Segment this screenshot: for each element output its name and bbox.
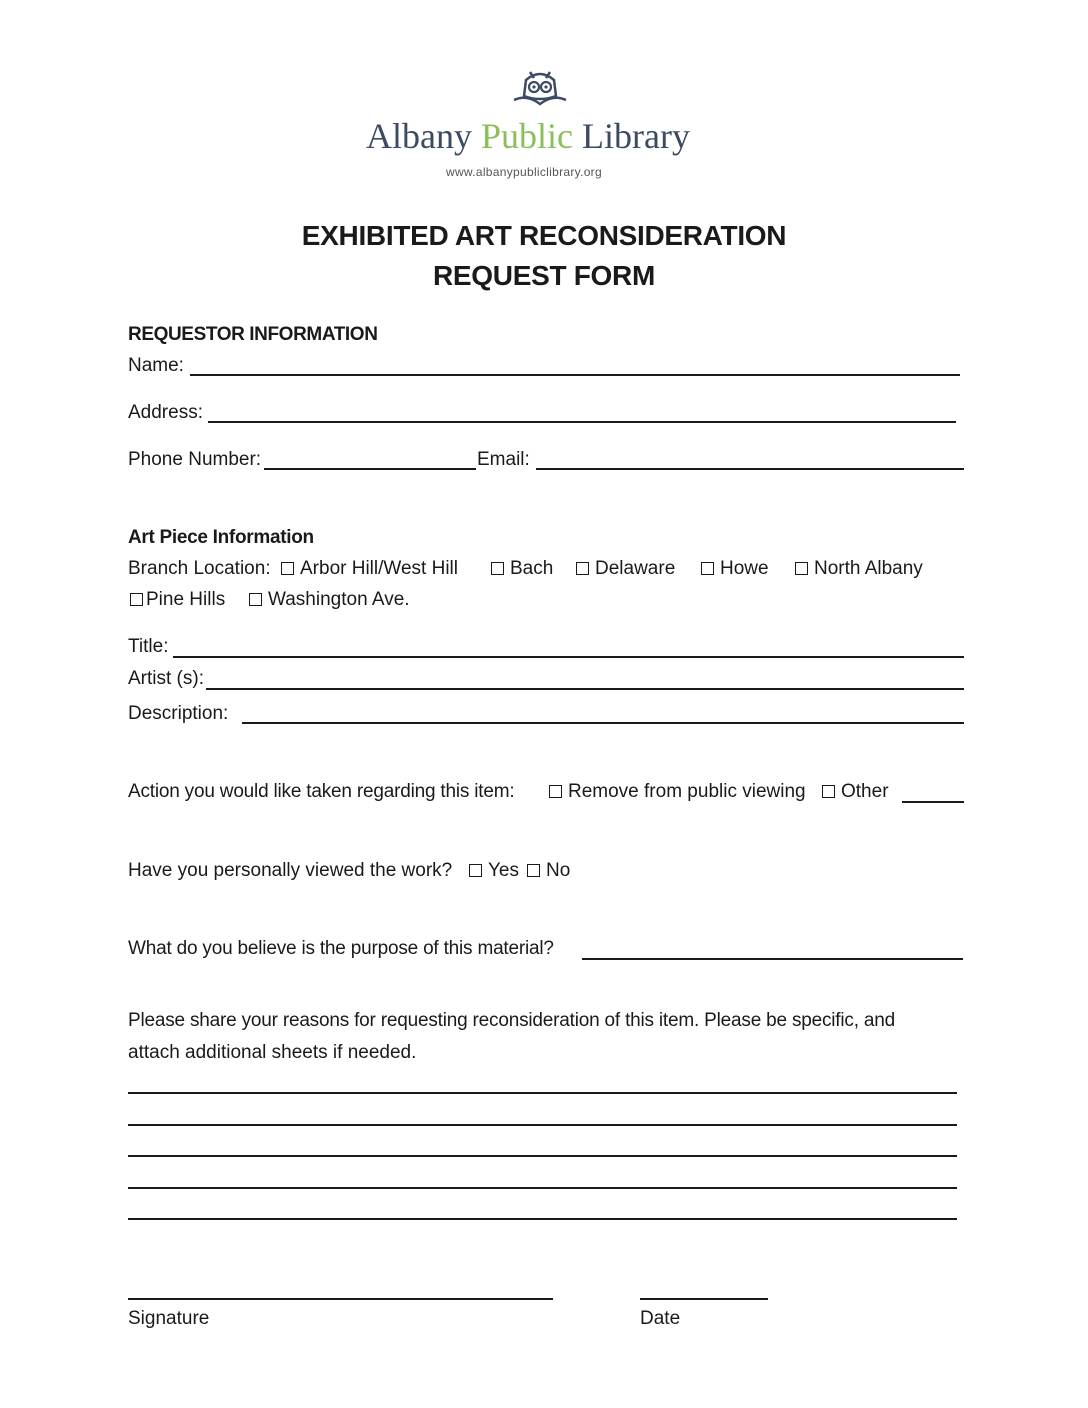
address-field[interactable] [208,421,956,423]
name-field[interactable] [190,374,960,376]
purpose-question: What do you believe is the purpose of this material? [128,938,554,959]
branch-option-label: Washington Ave. [268,589,410,610]
viewed-option-label: No [546,860,571,881]
reasons-line[interactable] [128,1092,957,1094]
action-option-other[interactable] [822,781,889,803]
logo-word-public: Public [480,116,573,156]
branch-option-label: North Albany [814,558,923,579]
checkbox-icon [527,864,540,877]
form-title-line1: EXHIBITED ART RECONSIDERATION [301,220,787,251]
action-question: Action you would like taken regarding this item: [128,781,515,802]
reasons-line[interactable] [128,1218,957,1220]
viewed-option-yes[interactable] [469,860,519,882]
owl-book-icon [512,66,568,112]
date-label: Date [640,1308,681,1329]
branch-option-north-albany[interactable] [795,558,923,580]
branch-label: Branch Location: [128,558,271,579]
title-label: Title: [128,636,169,657]
branch-option-bach[interactable] [491,558,553,580]
reasons-instructions-line2: attach additional sheets if needed. [128,1042,417,1063]
checkbox-icon [130,593,143,606]
email-field[interactable] [536,468,964,470]
checkbox-icon [491,562,504,575]
reasons-line[interactable] [128,1124,957,1126]
reasons-line[interactable] [128,1155,957,1157]
checkbox-icon [795,562,808,575]
branch-option-label: Bach [510,558,554,579]
address-label: Address: [128,402,203,423]
viewed-option-label: Yes [488,860,519,881]
name-label: Name: [128,355,184,376]
email-label: Email: [477,449,530,470]
branch-option-delaware[interactable] [576,558,675,580]
checkbox-icon [822,785,835,798]
branch-option-label: Howe [720,558,769,579]
signature-label: Signature [128,1308,210,1329]
artist-label: Artist (s): [128,668,204,689]
logo-word-albany: Albany [366,116,472,156]
phone-field[interactable] [264,468,476,470]
branch-option-label: Delaware [595,558,676,579]
purpose-field[interactable] [582,958,963,960]
viewed-question: Have you personally viewed the work? [128,860,453,881]
library-logo [360,62,730,182]
action-option-remove[interactable] [549,781,806,803]
reasons-line[interactable] [128,1187,957,1189]
website-url: www.albanypubliclibrary.org [446,165,602,179]
other-action-field[interactable] [902,801,964,803]
phone-label: Phone Number: [128,449,262,470]
artist-field[interactable] [206,688,964,690]
checkbox-icon [281,562,294,575]
checkbox-icon [469,864,482,877]
action-option-label: Other [841,781,889,802]
logo-word-library: Library [582,116,690,156]
checkbox-icon [549,785,562,798]
viewed-option-no[interactable] [527,860,570,882]
branch-option-howe[interactable] [701,558,769,580]
branch-option-washington-ave[interactable] [249,589,410,611]
signature-field[interactable] [128,1298,553,1300]
branch-option-arbor-hill[interactable] [281,558,458,580]
form-title-line2: REQUEST FORM [433,260,655,291]
art-heading: Art Piece Information [128,527,314,548]
title-field[interactable] [173,656,964,658]
description-field[interactable] [242,722,964,724]
branch-option-pine-hills[interactable] [130,589,225,611]
reasons-instructions-line1: Please share your reasons for requesting reconsideration of this item. Please be specific, and [128,1010,895,1031]
checkbox-icon [249,593,262,606]
checkbox-icon [701,562,714,575]
branch-option-label: Arbor Hill/West Hill [300,558,459,579]
description-label: Description: [128,703,229,724]
date-field[interactable] [640,1298,768,1300]
branch-option-label: Pine Hills [146,589,226,610]
action-option-label: Remove from public viewing [568,781,806,802]
requestor-heading: REQUESTOR INFORMATION [128,324,378,345]
checkbox-icon [576,562,589,575]
